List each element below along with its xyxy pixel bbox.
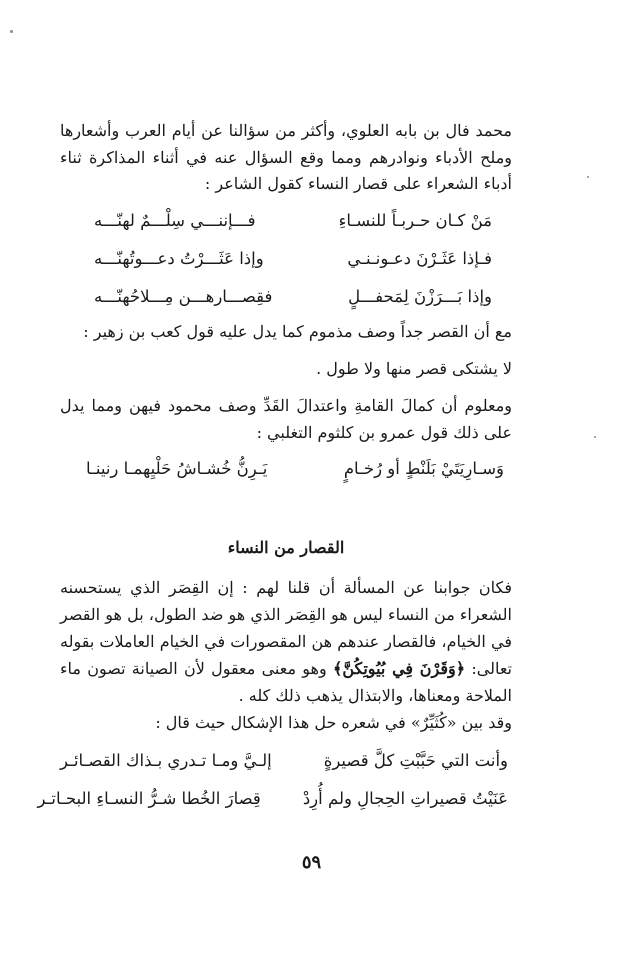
verse-second-hemistich: يَـرِنُّ خُشـاشُ حَلْيِهمـا رنينـا xyxy=(86,458,268,478)
scan-speck xyxy=(587,176,589,178)
verse-first-hemistich: مَنْ كـان حـربـاً للنسـاءِ xyxy=(338,210,492,230)
answer-continuation: وهو معنى معقول لأن الصيانة تصون ماء الملاحة ومعناها، والابتذال يذهب ذلك كله . xyxy=(60,658,512,705)
poem-block-2 xyxy=(60,450,512,488)
kaab-quote: لا يشتكى قصر منها ولا طول . xyxy=(316,358,512,378)
verse-first-hemistich: عَنَيْتُ قصيراتِ الحِجالِ ولم أُرِدْ xyxy=(302,788,508,808)
after-poem-paragraph: مع أن القصر جداً وصف مذموم كما يدل عليه قول كعب بن زهير : xyxy=(83,321,512,341)
verse-line xyxy=(86,450,504,488)
poem-block-1 xyxy=(60,202,512,316)
quran-quote: ﴿وَقَرْنَ فِي بُيُوتِكُنَّ﴾ xyxy=(332,658,466,678)
verse-second-hemistich: فقِصـــارهـــن مِـــلاحُهنّـــه xyxy=(94,286,273,306)
page-body xyxy=(37,118,513,818)
verse-line xyxy=(94,240,492,278)
scan-speck xyxy=(594,436,596,438)
verse-second-hemistich: قِصارَ الخُطا شـرُّ النسـاءِ البحـاتـر xyxy=(37,788,261,808)
verse-first-hemistich: وَسـارِيَتَيْ بَلَنْطٍ أو رُخـامٍ xyxy=(343,458,504,478)
verse-second-hemistich: وإذا عَثَـــرْتُ دعـــوتُهنّـــه xyxy=(94,248,264,268)
verse-line xyxy=(94,278,492,316)
verse-line xyxy=(94,202,492,240)
verse-first-hemistich: وإذا بَـــرَزْنَ لِمَحفـــلٍ xyxy=(348,286,492,306)
verse-line xyxy=(60,742,508,780)
verse-line xyxy=(37,780,508,818)
stature-paragraph: ومعلوم أن كمالَ القامةِ واعتدالَ القَدِّ وصف محمود فيهن ومما يدل على ذلك قول عمرو بن كلثوم التغلبي : xyxy=(60,395,512,442)
verse-first-hemistich: وأنت التي حَبَّبْتِ كلَّ قصيرةٍ xyxy=(323,750,508,770)
poem-block-3 xyxy=(37,742,512,818)
kuthayyir-paragraph: وقد بين «كُثَيِّرٌ» في شعره حل هذا الإشكال حيث قال : xyxy=(155,712,512,732)
section-heading: القصار من النساء xyxy=(227,537,345,557)
scan-speck xyxy=(10,30,13,33)
verse-second-hemistich: فـــإننـــي سِلْـــمٌ لهنّـــه xyxy=(94,210,256,230)
verse-second-hemistich: إلـيَّ ومـا تـدري بـذاك القصـائـر xyxy=(60,750,272,770)
page-number: ٥٩ xyxy=(301,852,322,873)
verse-first-hemistich: فـإذا عَثَـرْنَ دعـونـنـي xyxy=(347,248,492,268)
answer-text: فكان جوابنا عن المسألة أن قلنا لهم : إن القِصَر الذي يستحسنه الشعراء من النساء ليس هو القِصَر الذي هو ضد الطول، بل هو القصر في الخيام، فالقصار عندهم هن المقصورات في الخيام العاملات بقوله تعالى: xyxy=(60,577,513,678)
intro-paragraph: محمد فال بن بابه العلوي، وأكثر من سؤالنا عن أيام العرب وأشعارها وملح الأدباء ونوادرهم ومما وقع السؤال عنه في أثناء المذاكرة ثناء أدباء الشعراء على قصار النساء كقول الشاعر : xyxy=(60,121,512,193)
answer-paragraph xyxy=(60,574,512,709)
